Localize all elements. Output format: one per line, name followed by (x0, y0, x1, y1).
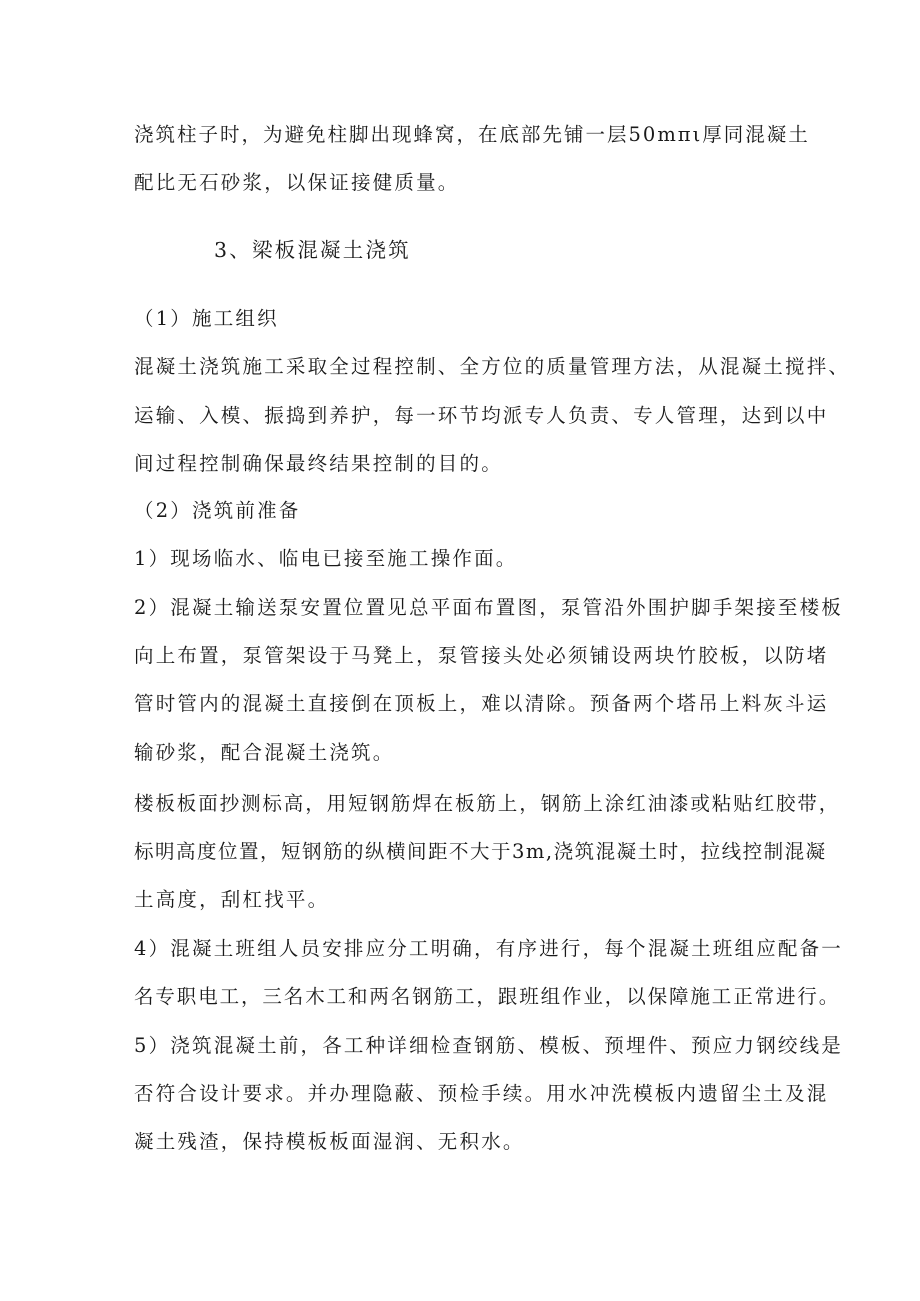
list-item: 5）浇筑混凝土前，各工种详细检查钢筋、模板、预埋件、预应力钢绞线是 (134, 1034, 844, 1057)
subsection-heading: （2）浇筑前准备 (134, 499, 301, 522)
paragraph-line: 运输、入模、振捣到养护，每一环节均派专人负责、专人管理，达到以中 (134, 404, 829, 427)
section-heading: 3、梁板混凝土浇筑 (214, 238, 411, 262)
list-item: 2）混凝土输送泵安置位置见总平面布置图，泵管沿外围护脚手架接至楼板 (134, 596, 844, 619)
paragraph-line: 输砂浆，配合混凝土浇筑。 (134, 741, 395, 764)
paragraph-line: 向上布置，泵管架设于马凳上，泵管接头处必须铺设两块竹胶板，以防堵 (134, 644, 829, 667)
paragraph-line: 土高度，刮杠找平。 (134, 888, 330, 911)
list-item: 4）混凝土班组人员安排应分工明确，有序进行，每个混凝土班组应配备一 (134, 937, 844, 960)
paragraph-line: 楼板板面抄测标高，用短钢筋焊在板筋上，钢筋上涂红油漆或粘贴红胶带， (134, 792, 841, 815)
paragraph-line: 管时管内的混凝土直接倒在顶板上，难以清除。预备两个塔吊上料灰斗运 (134, 692, 829, 715)
paragraph-line: 浇筑柱子时，为避免柱脚出现蜂窝，在底部先铺一层50mπι厚同混凝土 (134, 123, 810, 146)
list-item: 1）现场临水、临电已接至施工操作面。 (134, 547, 518, 570)
paragraph-line: 间过程控制确保最终结果控制的目的。 (134, 452, 503, 475)
paragraph-line: 否符合设计要求。并办理隐蔽、预检手续。用水冲洗模板内遗留尘土及混 (134, 1082, 829, 1105)
subsection-heading: （1）施工组织 (134, 307, 279, 330)
paragraph-line: 名专职电工，三名木工和两名钢筋工，跟班组作业，以保障施工正常进行。 (134, 985, 841, 1008)
paragraph-line: 标明高度位置，短钢筋的纵横间距不大于3m,浇筑混凝土时，拉线控制混凝 (134, 840, 827, 863)
paragraph-line: 混凝土浇筑施工采取全过程控制、全方位的质量管理方法，从混凝土搅拌、 (134, 355, 851, 378)
paragraph-line: 凝土残渣，保持模板板面湿润、无积水。 (134, 1130, 525, 1153)
paragraph-line: 配比无石砂浆，以保证接健质量。 (134, 171, 460, 194)
